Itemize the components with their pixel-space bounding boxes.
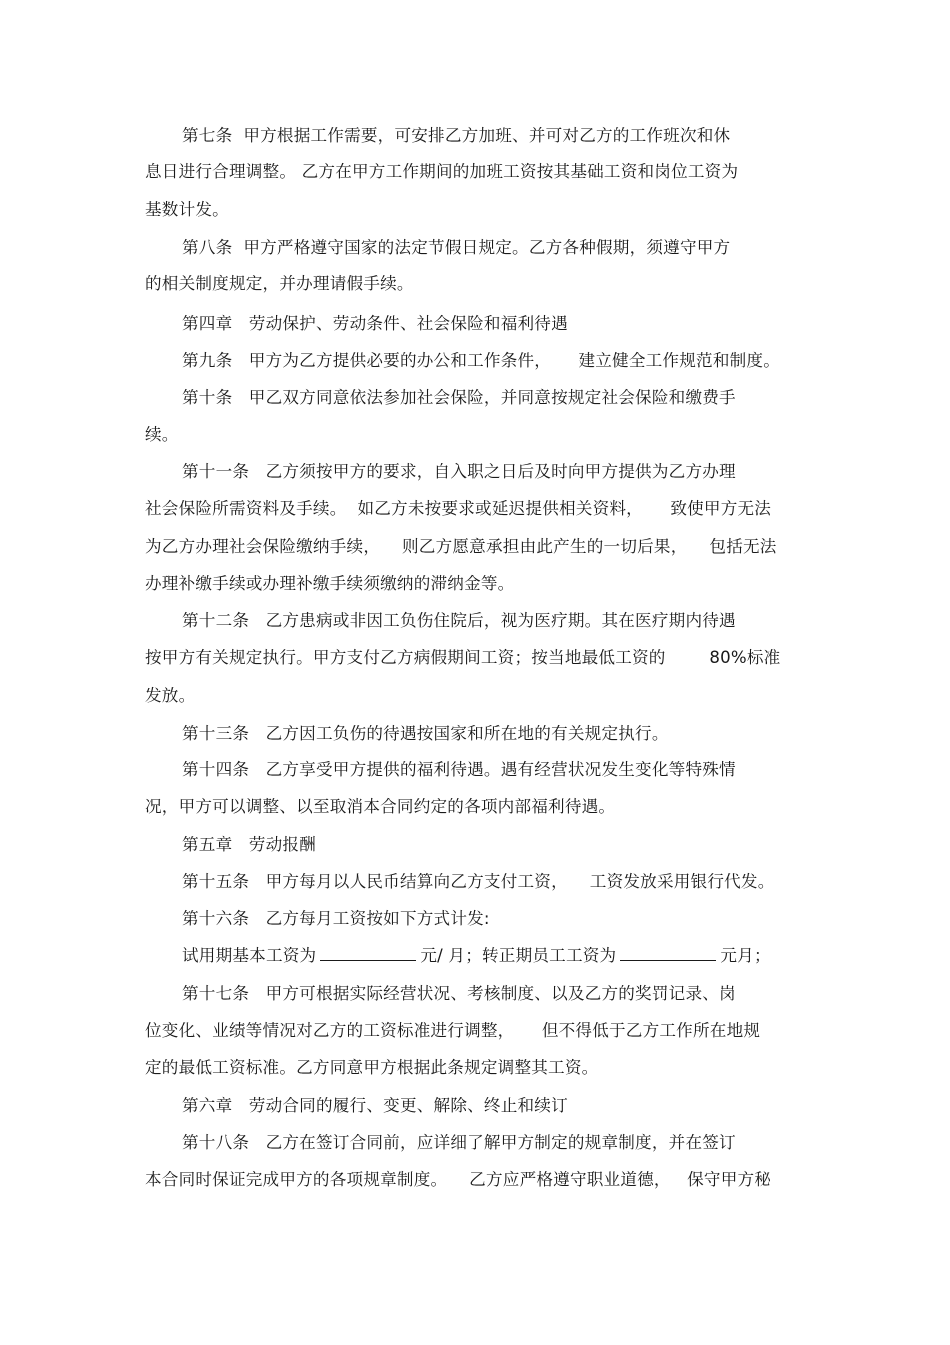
article-12-line-2: 按甲方有关规定执行。甲方支付乙方病假期间工资；按当地最低工资的 80%标准 bbox=[145, 648, 781, 667]
article-7-line-1: 第七条 甲方根据工作需要，可安排乙方加班、并可对乙方的工作班次和休 bbox=[182, 126, 731, 145]
article-16-line-1: 第十六条 乙方每月工资按如下方式计发: bbox=[182, 909, 490, 928]
article-10-line-1: 第十条 甲乙双方同意依法参加社会保险，并同意按规定社会保险和缴费手 bbox=[182, 388, 736, 407]
regular-salary-unit: 元月； bbox=[720, 946, 771, 965]
chapter-5-heading: 第五章 劳动报酬 bbox=[182, 835, 316, 854]
article-7-line-2: 息日进行合理调整。 乙方在甲方工作期间的加班工资按其基础工资和岗位工资为 bbox=[145, 162, 739, 181]
chapter-4-heading: 第四章 劳动保护、劳动条件、社会保险和福利待遇 bbox=[182, 314, 568, 333]
article-12-line-1: 第十二条 乙方患病或非因工负伤住院后，视为医疗期。其在医疗期内待遇 bbox=[182, 611, 736, 630]
article-8-line-2: 的相关制度规定，并办理请假手续。 bbox=[145, 274, 414, 293]
article-18-line-2: 本合同时保证完成甲方的各项规章制度。 乙方应严格遵守职业道德， 保守甲方秘 bbox=[145, 1170, 772, 1189]
probation-salary-label: 试用期基本工资为 bbox=[182, 946, 317, 965]
article-15-line-1: 第十五条 甲方每月以人民币结算向乙方支付工资， 工资发放采用银行代发。 bbox=[182, 872, 775, 891]
chapter-6-heading: 第六章 劳动合同的履行、变更、解除、终止和续订 bbox=[182, 1096, 568, 1115]
salary-line bbox=[182, 946, 771, 966]
article-14-line-1: 第十四条 乙方享受甲方提供的福利待遇。遇有经营状况发生变化等特殊情 bbox=[182, 760, 736, 779]
probation-salary-blank[interactable] bbox=[320, 946, 416, 961]
article-17-line-1: 第十七条 甲方可根据实际经营状况、考核制度、以及乙方的奖罚记录、岗 bbox=[182, 984, 736, 1003]
article-9-line-1: 第九条 甲方为乙方提供必要的办公和工作条件， 建立健全工作规范和制度。 bbox=[182, 351, 780, 370]
article-11-line-4: 办理补缴手续或办理补缴手续须缴纳的滞纳金等。 bbox=[145, 574, 515, 593]
article-14-line-2: 况，甲方可以调整、以至取消本合同约定的各项内部福利待遇。 bbox=[145, 797, 616, 816]
article-17-line-3: 定的最低工资标准。乙方同意甲方根据此条规定调整其工资。 bbox=[145, 1058, 599, 1077]
regular-salary-blank[interactable] bbox=[620, 946, 716, 961]
article-10-line-2: 续。 bbox=[145, 425, 179, 444]
probation-salary-unit: 元/ 月；转正期员工工资为 bbox=[420, 946, 617, 965]
article-8-line-1: 第八条 甲方严格遵守国家的法定节假日规定。乙方各种假期，须遵守甲方 bbox=[182, 238, 731, 257]
article-18-line-1: 第十八条 乙方在签订合同前，应详细了解甲方制定的规章制度，并在签订 bbox=[182, 1133, 736, 1152]
article-13-line-1: 第十三条 乙方因工负伤的待遇按国家和所在地的有关规定执行。 bbox=[182, 724, 669, 743]
article-12-line-3: 发放。 bbox=[145, 686, 196, 705]
article-11-line-2: 社会保险所需资料及手续。 如乙方未按要求或延迟提供相关资料， 致使甲方无法 bbox=[145, 499, 772, 518]
article-11-line-1: 第十一条 乙方须按甲方的要求，自入职之日后及时向甲方提供为乙方办理 bbox=[182, 462, 736, 481]
article-17-line-2: 位变化、业绩等情况对乙方的工资标准进行调整， 但不得低于乙方工作所在地规 bbox=[145, 1021, 761, 1040]
article-7-line-3: 基数计发。 bbox=[145, 200, 229, 219]
article-11-line-3: 为乙方办理社会保险缴纳手续， 则乙方愿意承担由此产生的一切后果， 包括无法 bbox=[145, 537, 777, 556]
